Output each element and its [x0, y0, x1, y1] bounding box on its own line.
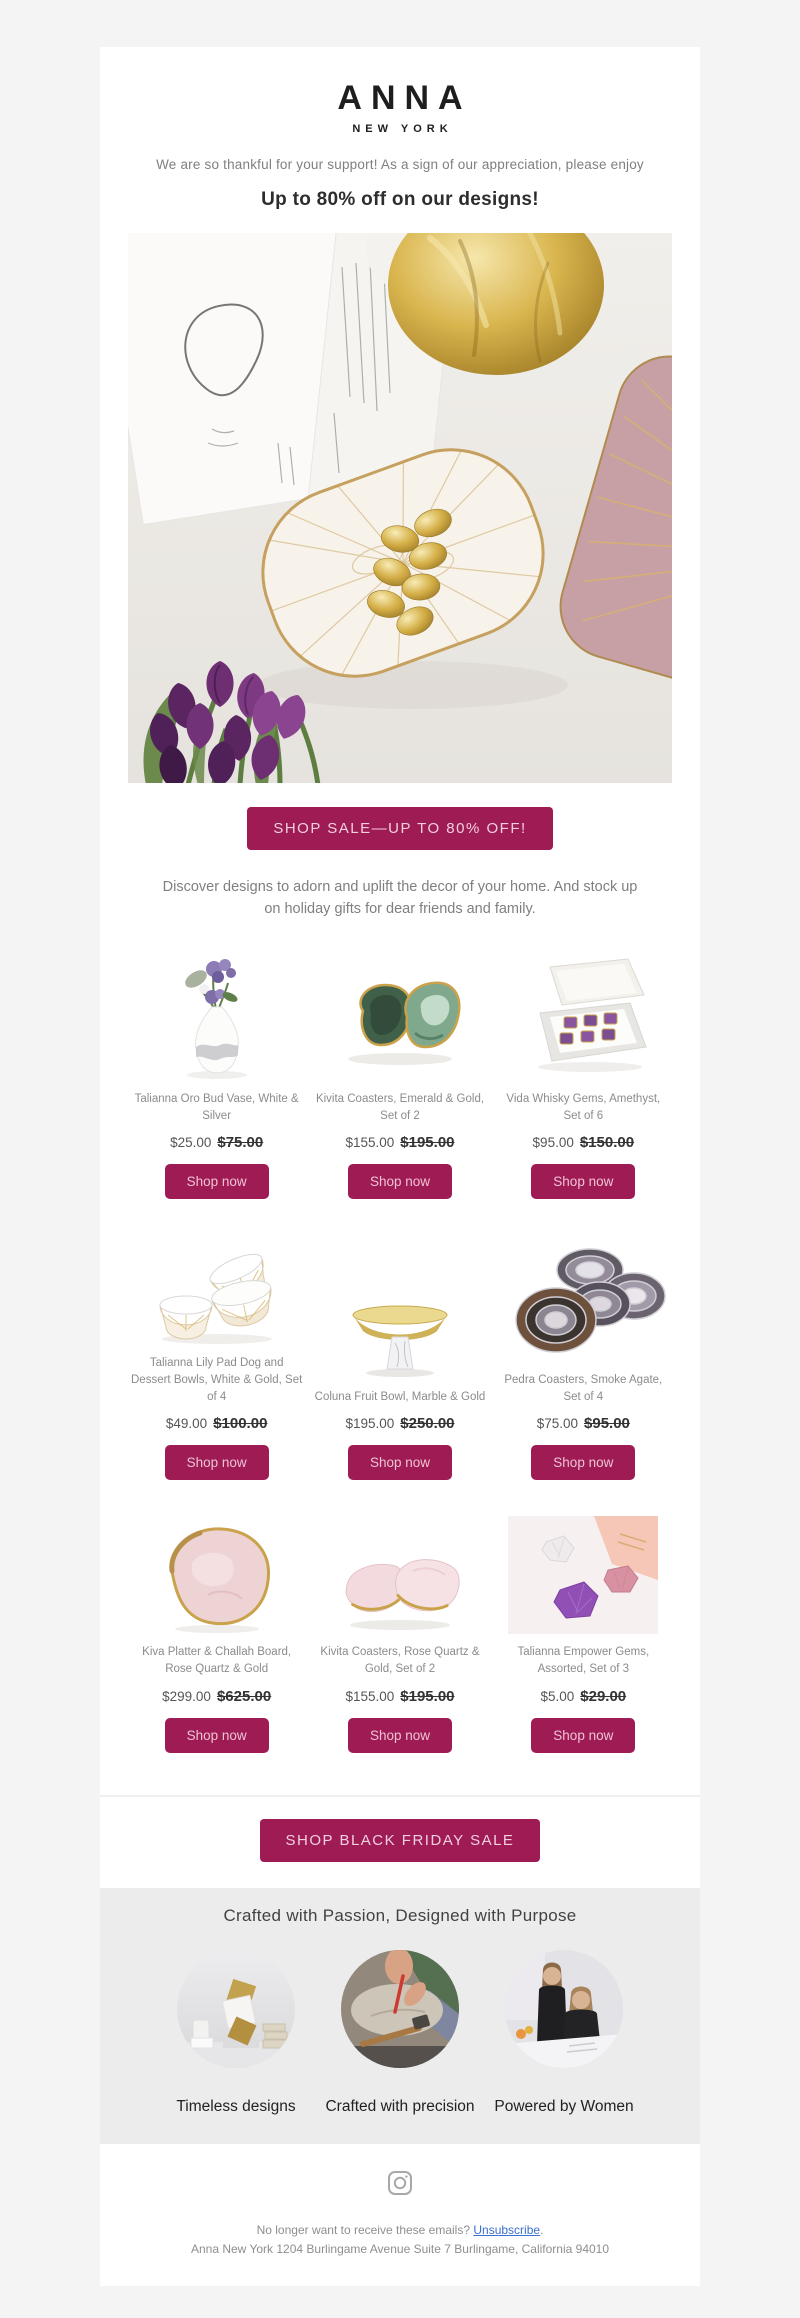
value-label: Crafted with precision	[325, 2097, 475, 2115]
product-prices	[170, 1134, 263, 1151]
product-image-agate-coasters[interactable]	[498, 1242, 668, 1362]
sale-price: $5.00	[540, 1688, 575, 1704]
sale-price: $95.00	[532, 1135, 574, 1151]
main-card	[100, 47, 700, 1795]
shop-now-button[interactable]: Shop now	[531, 1164, 635, 1199]
unsubscribe-text: No longer want to receive these emails?	[256, 2222, 474, 2237]
shop-now-button[interactable]: Shop now	[531, 1718, 635, 1753]
value-label: Timeless designs	[176, 2097, 296, 2115]
sale-price: $25.00	[170, 1135, 212, 1151]
shop-now-button[interactable]: Shop now	[348, 1718, 452, 1753]
sale-price: $75.00	[536, 1416, 579, 1432]
original-price: $195.00	[400, 1687, 455, 1705]
product-name: Talianna Lily Pad Dog and Dessert Bowls, White & Gold, Set of 4	[131, 1357, 303, 1403]
unsubscribe-line	[120, 2223, 680, 2237]
product-prices	[166, 1415, 268, 1432]
product-name: Pedra Coasters, Smoke Agate, Set of 4	[504, 1373, 663, 1403]
product-grid	[128, 951, 672, 1753]
shop-now-button[interactable]: Shop now	[348, 1445, 452, 1480]
product-name: Coluna Fruit Bowl, Marble & Gold	[314, 1390, 486, 1403]
timeless-designs-photo	[177, 1950, 295, 2068]
shop-sale-button[interactable]: SHOP SALE—UP TO 80% OFF!	[247, 807, 552, 850]
brand-logo-subtitle: NEW YORK	[352, 123, 453, 135]
powered-by-women-photo	[505, 1950, 623, 2068]
product-image-whisky-gems[interactable]	[498, 951, 668, 1081]
product-card	[128, 1235, 305, 1480]
original-price: $250.00	[400, 1415, 455, 1433]
instagram-icon	[387, 2170, 413, 2196]
product-card	[495, 1242, 672, 1480]
hero-image[interactable]	[128, 233, 672, 783]
instagram-link[interactable]	[387, 2170, 413, 2201]
sale-headline: Up to 80% off on our designs!	[261, 189, 539, 210]
product-image-empower-gems[interactable]	[508, 1516, 658, 1634]
product-card	[128, 1519, 305, 1752]
original-price: $625.00	[216, 1687, 272, 1705]
sale-price: $299.00	[162, 1688, 211, 1704]
shop-now-button[interactable]: Shop now	[165, 1718, 269, 1753]
product-name: Talianna Oro Bud Vase, White & Silver	[134, 1092, 299, 1122]
company-address: Anna New York 1204 Burlingame Avenue Suite 7 Burlingame, California 94010	[190, 2241, 610, 2256]
product-card	[128, 951, 305, 1199]
product-prices	[537, 1415, 630, 1432]
product-image-rose-coasters[interactable]	[315, 1539, 485, 1634]
product-image-kiva-platter[interactable]	[132, 1519, 302, 1634]
crafted-with-precision-photo	[341, 1950, 459, 2068]
product-prices	[540, 1688, 626, 1705]
sale-price: $49.00	[165, 1416, 208, 1432]
product-name: Talianna Empower Gems, Assorted, Set of 3	[517, 1646, 650, 1675]
shop-now-button[interactable]: Shop now	[531, 1445, 635, 1480]
product-prices	[533, 1134, 635, 1151]
original-price: $75.00	[217, 1134, 264, 1152]
product-prices	[345, 1134, 454, 1151]
email-container	[100, 47, 700, 2286]
product-card	[311, 1539, 488, 1752]
values-row	[100, 1950, 700, 2116]
product-card	[311, 951, 488, 1199]
product-name: Vida Whisky Gems, Amethyst, Set of 6	[506, 1092, 661, 1122]
product-image-lily-pad-bowls[interactable]	[132, 1235, 302, 1345]
shop-now-button[interactable]: Shop now	[165, 1445, 269, 1480]
values-heading: Crafted with Passion, Designed with Purpose	[223, 1905, 577, 1925]
product-image-coluna-bowl[interactable]	[315, 1279, 485, 1379]
product-name: Kiva Platter & Challah Board, Rose Quartz & Gold	[142, 1646, 292, 1675]
original-price: $195.00	[400, 1134, 455, 1152]
sale-price: $195.00	[345, 1416, 395, 1432]
product-card	[311, 1279, 488, 1481]
original-price: $29.00	[580, 1687, 627, 1705]
product-image-emerald-coasters[interactable]	[315, 951, 485, 1081]
sale-price: $155.00	[345, 1135, 395, 1151]
black-friday-button[interactable]: SHOP BLACK FRIDAY SALE	[260, 1819, 541, 1862]
value-item	[320, 1950, 480, 2116]
unsubscribe-period: .	[540, 2222, 544, 2237]
product-prices	[162, 1688, 271, 1705]
product-name: Kivita Coasters, Rose Quartz & Gold, Set of 2	[320, 1646, 480, 1675]
value-item	[484, 1950, 644, 2116]
brand-logo: ANNA	[337, 79, 472, 117]
original-price: $100.00	[213, 1415, 268, 1433]
product-card	[495, 951, 672, 1199]
product-card	[495, 1516, 672, 1752]
email-footer	[100, 2144, 700, 2286]
product-prices	[345, 1415, 454, 1432]
value-item	[156, 1950, 316, 2116]
value-label: Powered by Women	[494, 2097, 634, 2115]
original-price: $95.00	[584, 1415, 630, 1433]
unsubscribe-link[interactable]: Unsubscribe	[473, 2222, 541, 2237]
values-section	[100, 1888, 700, 2144]
discover-text: Discover designs to adorn and uplift the decor of your home. And stock up on holiday gifts for dear friends and family.	[162, 879, 638, 918]
shop-now-button[interactable]: Shop now	[348, 1164, 452, 1199]
original-price: $150.00	[579, 1134, 635, 1152]
black-friday-strip	[100, 1795, 700, 1888]
product-name: Kivita Coasters, Emerald & Gold, Set of 2	[315, 1092, 485, 1122]
sale-price: $155.00	[345, 1688, 395, 1704]
product-prices	[345, 1688, 454, 1705]
product-image-bud-vase[interactable]	[132, 951, 302, 1081]
shop-now-button[interactable]: Shop now	[165, 1164, 269, 1199]
intro-text: We are so thankful for your support! As a sign of our appreciation, please enjoy	[156, 157, 644, 172]
